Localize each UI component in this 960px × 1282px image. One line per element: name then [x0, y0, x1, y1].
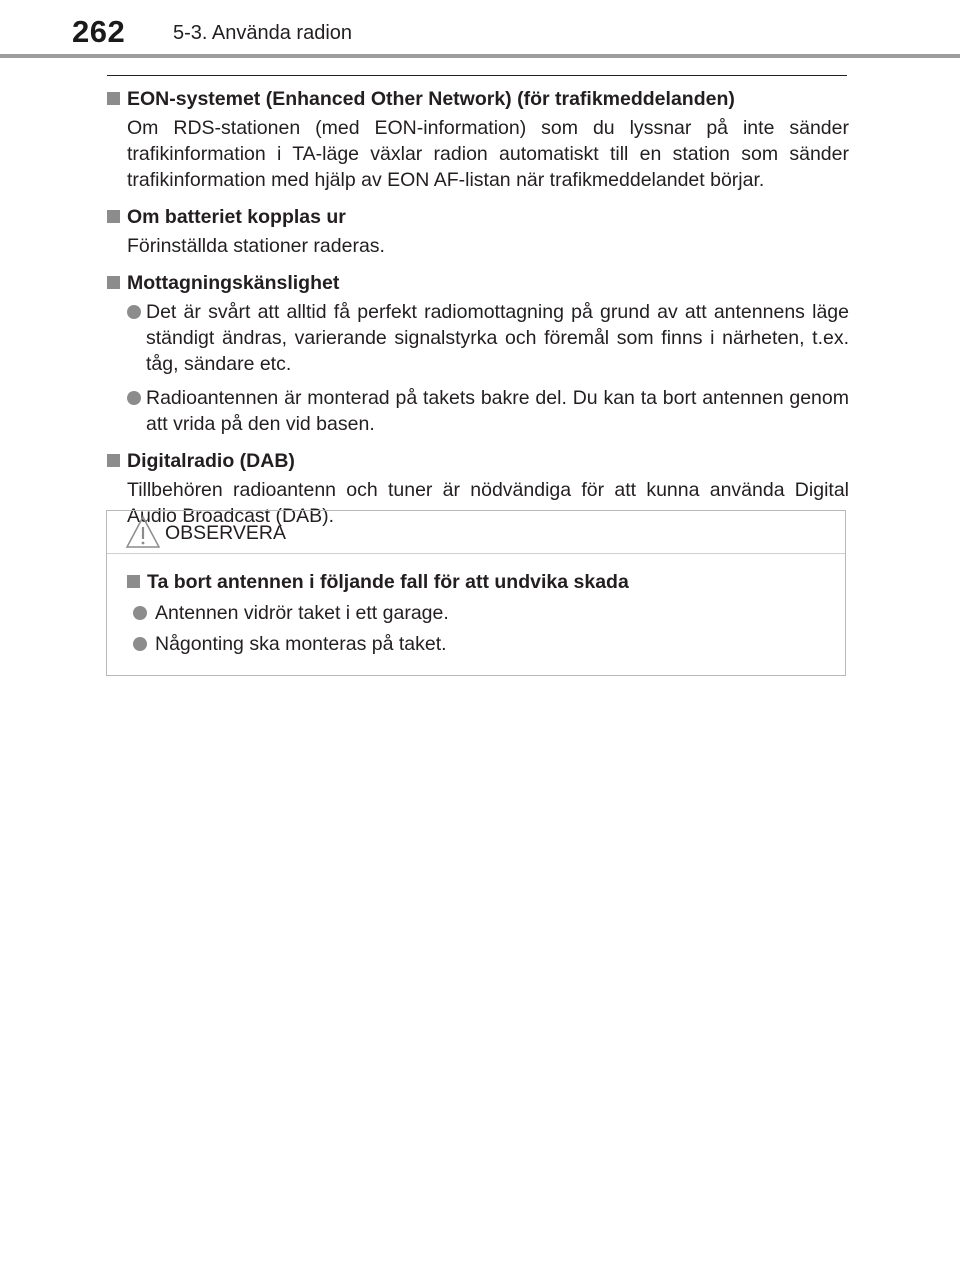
square-bullet-icon [107, 454, 120, 467]
square-bullet-icon [107, 92, 120, 105]
section-heading: Om batteriet kopplas ur [107, 204, 849, 230]
notice-body [107, 569, 827, 657]
notice-label: OBSERVERA [165, 522, 287, 544]
page-header [0, 0, 960, 60]
round-bullet-icon [133, 637, 147, 651]
square-bullet-icon [107, 210, 120, 223]
list-item: Radioantennen är monterad på takets bakre del. Du kan ta bort antennen genom att vrida på den vid basen. [107, 385, 849, 437]
notice-box [106, 510, 846, 676]
list-item: Någonting ska monteras på taket. [107, 631, 827, 657]
section-heading: EON-systemet (Enhanced Other Network) (för trafikmeddelanden) [107, 86, 849, 112]
list-item: Det är svårt att alltid få perfekt radiomottagning på grund av att antennens läge ständigt ändras, varierande signalstyrka och föremål som finns i närheten, t.ex. tåg, sändare etc. [107, 299, 849, 377]
section-battery [107, 204, 849, 259]
section-eon [107, 86, 849, 193]
notice-heading: Ta bort antennen i följande fall för att undvika skada [107, 569, 827, 595]
header-divider [0, 54, 960, 58]
section-paragraph: Förinställda stationer raderas. [127, 235, 385, 257]
section-heading: Mottagningskänslighet [107, 270, 849, 296]
section-paragraph: Tillbehören radioantenn och tuner är nödvändiga för att kunna använda Digital Audio Broadcast (DAB). [127, 479, 849, 527]
list-item: Antennen vidrör taket i ett garage. [107, 600, 827, 626]
section-reception [107, 270, 849, 437]
section-paragraph: Om RDS-stationen (med EON-information) som du lyssnar på inte sänder trafikinformation i TA-läge växlar radion automatiskt till en station som sänder trafikinformation med hjälp av EON AF-listan när trafikmeddelandet börjar. [127, 117, 849, 191]
page-number: 262 [72, 14, 126, 49]
chapter-title: 5-3. Använda radion [173, 22, 353, 44]
round-bullet-icon [127, 391, 141, 405]
content-top-divider [107, 75, 847, 76]
round-bullet-icon [133, 606, 147, 620]
main-content [107, 86, 849, 540]
square-bullet-icon [107, 276, 120, 289]
square-bullet-icon [127, 575, 140, 588]
round-bullet-icon [127, 305, 141, 319]
warning-triangle-icon [125, 515, 161, 549]
section-heading: Digitalradio (DAB) [107, 448, 849, 474]
notice-header [107, 511, 845, 554]
